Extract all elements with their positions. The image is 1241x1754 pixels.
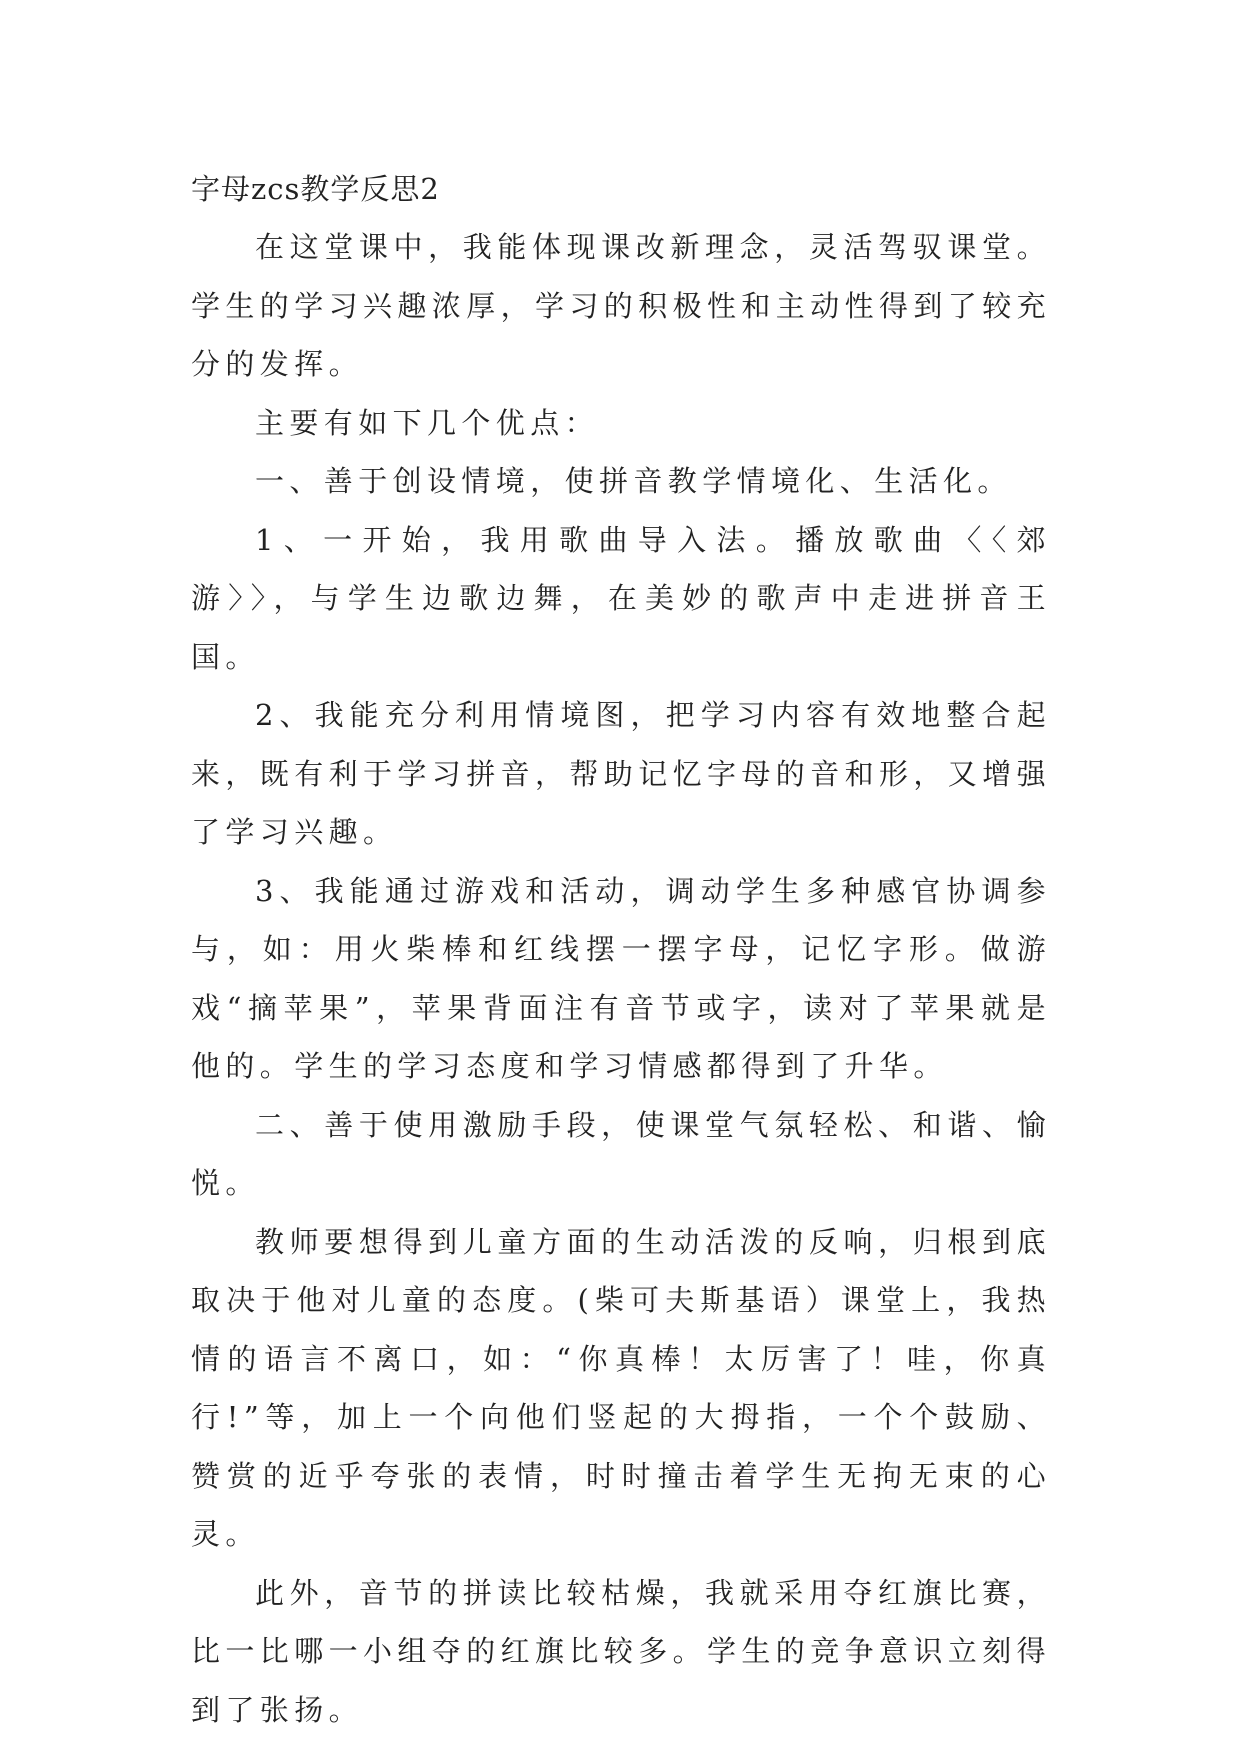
paragraph-encouragement: 教师要想得到儿童方面的生动活泼的反响，归根到底取决于他对儿童的态度。(柴可夫斯基语）课堂上，我热情的语言不离口，如：“你真棒！太厉害了！哇，你真行!”等，加上一个向他们竖起的大拇指，一个个鼓励、赞赏的近乎夸张的表情，时时撞击着学生无拘无束的心灵。 xyxy=(191,1224,1051,1551)
paragraph-point-1: 1、一开始，我用歌曲导入法。播放歌曲〈〈郊游〉〉，与学生边歌边舞，在美妙的歌声中走进拼音王国。 xyxy=(191,522,1051,674)
paragraph-section-two-heading: 二、善于使用激励手段，使课堂气氛轻松、和谐、愉悦。 xyxy=(191,1107,1051,1200)
paragraph-competition: 此外，音节的拼读比较枯燥，我就采用夺红旗比赛，比一比哪一小组夺的红旗比较多。学生的竞争意识立刻得到了张扬。 xyxy=(191,1575,1052,1727)
paragraph-point-3: 3、我能通过游戏和活动，调动学生多种感官协调参与，如：用火柴棒和红线摆一摆字母，记忆字形。做游戏“摘苹果”，苹果背面注有音节或字，读对了苹果就是他的。学生的学习态度和学习情感都得到了升华。 xyxy=(191,873,1051,1083)
paragraph-advantages-heading: 主要有如下几个优点： xyxy=(255,405,600,440)
paragraph-point-2: 2、我能充分利用情境图，把学习内容有效地整合起来，既有利于学习拼音，帮助记忆字母的音和形，又增强了学习兴趣。 xyxy=(191,698,1052,849)
paragraph-intro: 在这堂课中，我能体现课改新理念，灵活驾驭课堂。学生的学习兴趣浓厚，学习的积极性和主动性得到了较充分的发挥。 xyxy=(191,230,1052,381)
document-body xyxy=(191,160,1051,1739)
paragraph-section-one-heading: 一、善于创设情境，使拼音教学情境化、生活化。 xyxy=(255,464,1012,498)
document-title: 字母zcs教学反思2 xyxy=(191,172,440,206)
